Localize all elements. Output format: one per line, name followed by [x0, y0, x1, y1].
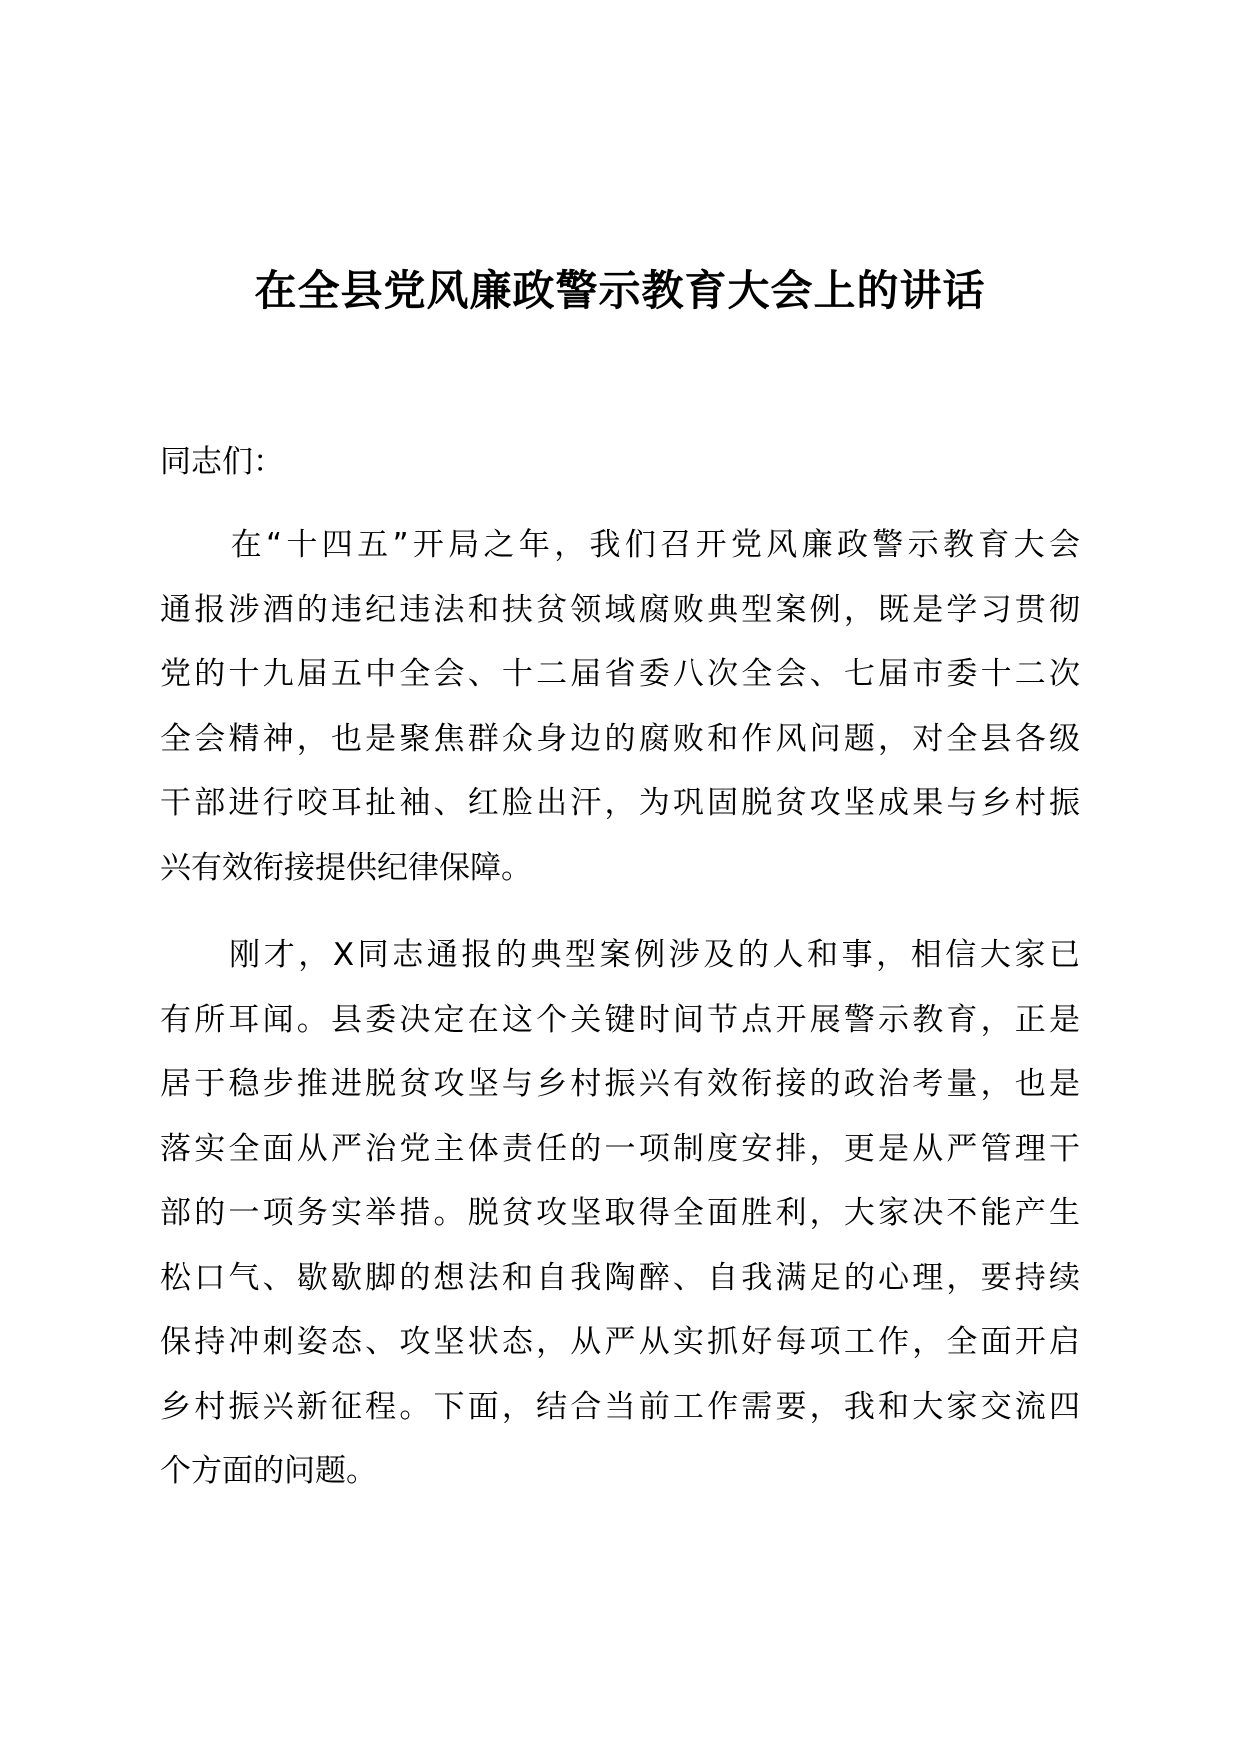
- text-line: 兴有效衔接提供纪律保障。: [160, 849, 532, 886]
- text-line: 通报涉酒的违纪违法和扶贫领域腐败典型案例，既是学习贯彻: [160, 591, 1080, 628]
- paragraph-1: [160, 523, 1080, 910]
- text-line: 松口气、歇歇脚的想法和自我陶醉、自我满足的心理，要持续: [160, 1259, 1080, 1296]
- text-line: 党的十九届五中全会、十二届省委八次全会、七届市委十二次: [160, 656, 1080, 692]
- text-line: 刚才，X同志通报的典型案例涉及的人和事，相信大家已: [160, 937, 1080, 973]
- document-title: 在全县党风廉政警示教育大会上的讲话: [254, 266, 986, 315]
- text-line: 落实全面从严治党主体责任的一项制度安排，更是从严管理干: [160, 1130, 1080, 1167]
- text-line: 干部进行咬耳扯袖、红脸出汗，为巩固脱贫攻坚成果与乡村振: [160, 785, 1080, 821]
- text-line: 全会精神，也是聚焦群众身边的腐败和作风问题，对全县各级: [160, 720, 1080, 757]
- text-line: 有所耳闻。县委决定在这个关键时间节点开展警示教育，正是: [160, 1001, 1080, 1038]
- text-line: 乡村振兴新征程。下面，结合当前工作需要，我和大家交流四: [160, 1388, 1080, 1425]
- text-line: 部的一项务实举措。脱贫攻坚取得全面胜利，大家决不能产生: [160, 1195, 1080, 1231]
- text-line: 在“十四五”开局之年，我们召开党风廉政警示教育大会: [160, 527, 1080, 563]
- text-line: 居于稳步推进脱贫攻坚与乡村振兴有效衔接的政治考量，也是: [160, 1066, 1080, 1102]
- text-line: 保持冲刺姿态、攻坚状态，从严从实抓好每项工作，全面开启: [160, 1324, 1080, 1360]
- text-line: 个方面的问题。: [160, 1453, 377, 1489]
- paragraph-2: [160, 933, 1080, 1514]
- salutation: 同志们：: [160, 444, 284, 480]
